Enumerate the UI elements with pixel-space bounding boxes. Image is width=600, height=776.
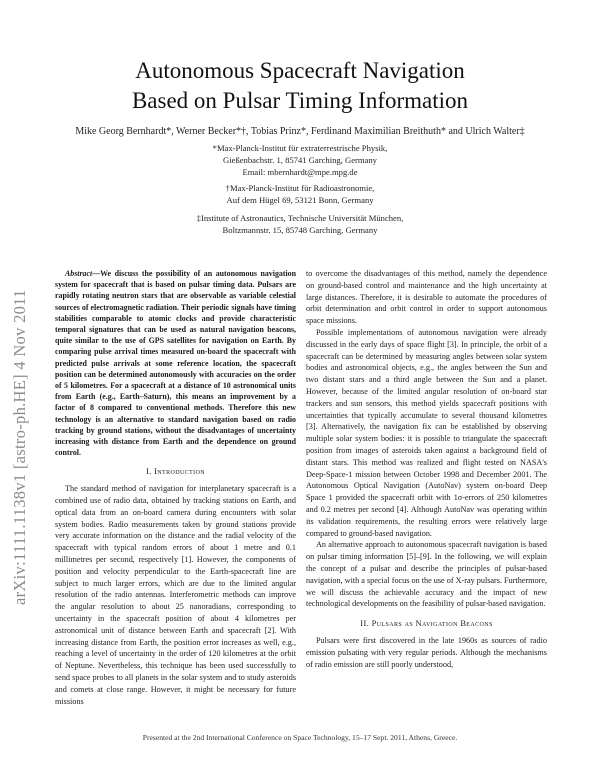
affiliation-2 <box>0 182 600 206</box>
body-paragraph: to overcome the disadvantages of this method, namely the dependence on ground-based control and maintenance and the high uncertainty at large distances. Therefore, it is desirable to automate the procedures of orbit determination and orbit control in order to support autonomous space missions. <box>306 269 547 326</box>
left-column <box>55 268 296 707</box>
arxiv-id-text: arXiv:1111.1138v1 [astro-ph.HE] 4 Nov 2011 <box>10 289 29 605</box>
paper-title <box>0 56 600 116</box>
affiliation-line: *Max-Planck-Institut für extraterrestrische Physik, <box>212 143 388 153</box>
section-heading-pulsars: II. Pulsars as Navigation Beacons <box>360 619 493 629</box>
title-line-2: Based on Pulsar Timing Information <box>131 88 469 113</box>
author-list: Mike Georg Bernhardt*, Werner Becker*†, Tobias Prinz*, Ferdinand Maximilian Breithuth* and Ulrich Walter‡ <box>75 126 525 137</box>
body-paragraph: Pulsars were first discovered in the late 1960s as sources of radio emission pulsating with very regular periods. Although the mechanisms of radio emission are still poorly understood, <box>306 635 547 669</box>
affiliation-line: Gießenbachstr. 1, 85741 Garching, Germany <box>223 155 377 166</box>
affiliation-line: Auf dem Hügel 69, 53121 Bonn, Germany <box>226 195 374 206</box>
right-column <box>306 268 547 670</box>
title-line-1: Autonomous Spacecraft Navigation <box>135 58 465 83</box>
page-footer: Presented at the 2nd International Conference on Space Technology, 15–17 Sept. 2011, Athens, Greece. <box>142 733 458 742</box>
affiliation-1 <box>0 142 600 179</box>
body-paragraph: Possible implementations of autonomous navigation were already discussed in the early days of space flight [3]. In principle, the orbit of a spacecraft can be determined by measuring angles between solar system bodies and astronomical objects, e.g., the angles between the Sun and two distant stars and a third angle between the Sun and a planet. However, because of the limited angular resolution of on-board star trackers and sun sensors, this method yields spacecraft positions with uncertainties that typically accumulate to several thousand kilometres [3]. Alternatively, the navigation fix can be established by observing multiple solar system bodies: it is possible to triangulate the spacecraft position from images of asteroids taken against a background field of distant stars. This method was realized and flight tested on NASA's Deep-Space-1 mission between October 1998 and December 2001. The Autonomous Optical Navigation (AutoNav) system on-board Deep Space 1 provided the spacecraft orbit with 1σ-errors of 250 kilometres and 0.2 metres per second [4]. Although AutoNav was operating within its validation requirements, the resulting errors were relatively large compared to ground-based navigation. <box>306 327 547 538</box>
body-paragraph: An alternative approach to autonomous spacecraft navigation is based on pulsar timing information [5]–[9]. In the following, we will explain the concept of a pulsar and describe the principles of pulsar-based navigation, with a special focus on the use of X-ray pulsars. Furthermore, we will discuss the achievable accuracy and the impact of new technological developments on the feasibility of pulsar-based navigation. <box>306 540 548 609</box>
abstract-lead: Abstract <box>65 269 93 278</box>
arxiv-identifier-stamp <box>10 210 30 605</box>
affiliation-line: †Max-Planck-Institut für Radioastronomie, <box>225 183 375 193</box>
abstract-text: —We discuss the possibility of an autonomous navigation system for spacecraft that is based on pulsar timing data. Pulsars are rapidly rotating neutron stars that are observable as variable celestial sources of electromagnetic radiation. Their periodic signals have timing stabilities comparable to atomic clocks and provide characteristic temporal signatures that can be used as natural navigation beacons, quite similar to the use of GPS satellites for navigation on Earth. By comparing pulse arrival times measured on-board the spacecraft with predicted pulse arrivals at some reference location, the spacecraft position can be determined autonomously with accuracies on the order of 5 kilometres. For a spacecraft at a distance of 10 astronomical units from Earth (e.g., Earth–Saturn), this means an improvement by a factor of 8 compared to conventional methods. Therefore this new technology is an alternative to standard navigation based on radio tracking by ground stations, without the disadvantages of uncertainty increasing with distance from Earth and the dependence on ground control. <box>55 269 296 458</box>
affiliation-line: Boltzmannstr. 15, 85748 Garching, Germany <box>222 225 378 236</box>
affiliation-3 <box>0 212 600 236</box>
introduction-paragraph: The standard method of navigation for interplanetary spacecraft is a combined use of radio data, obtained by tracking stations on Earth, and optical data from an on-board camera during encounters with solar system bodies. Radio measurements taken by ground stations provide very accurate information on the distance and the radial velocity of the spacecraft with typical random errors of about 1 metre and 0.1 millimetres per second, respectively [1]. However, the components of position and velocity perpendicular to the Earth-spacecraft line are subject to much larger errors, which are due to the limited angular resolution of the radio antennas. Interferometric methods can improve the angular resolution to about 25 nanoradians, corresponding to uncertainty in the spacecraft position of about 4 kilometres per astronomical unit of distance between Earth and spacecraft [2]. With increasing distance from Earth, the position error increases as well, e.g., reaching a level of uncertainty in the order of 120 kilometres at the orbit of Neptune. Nevertheless, this technique has been used successfully to send space probes to all planets in the solar system and to study asteroids and comets at close range. However, it might be necessary for future missions <box>55 484 296 706</box>
section-heading-introduction: I. Introduction <box>145 467 206 477</box>
affiliation-line: ‡Institute of Astronautics, Technische Universität München, <box>196 213 404 223</box>
abstract <box>55 268 296 458</box>
affiliation-email: Email: mbernhardt@mpe.mpg.de <box>242 167 358 178</box>
